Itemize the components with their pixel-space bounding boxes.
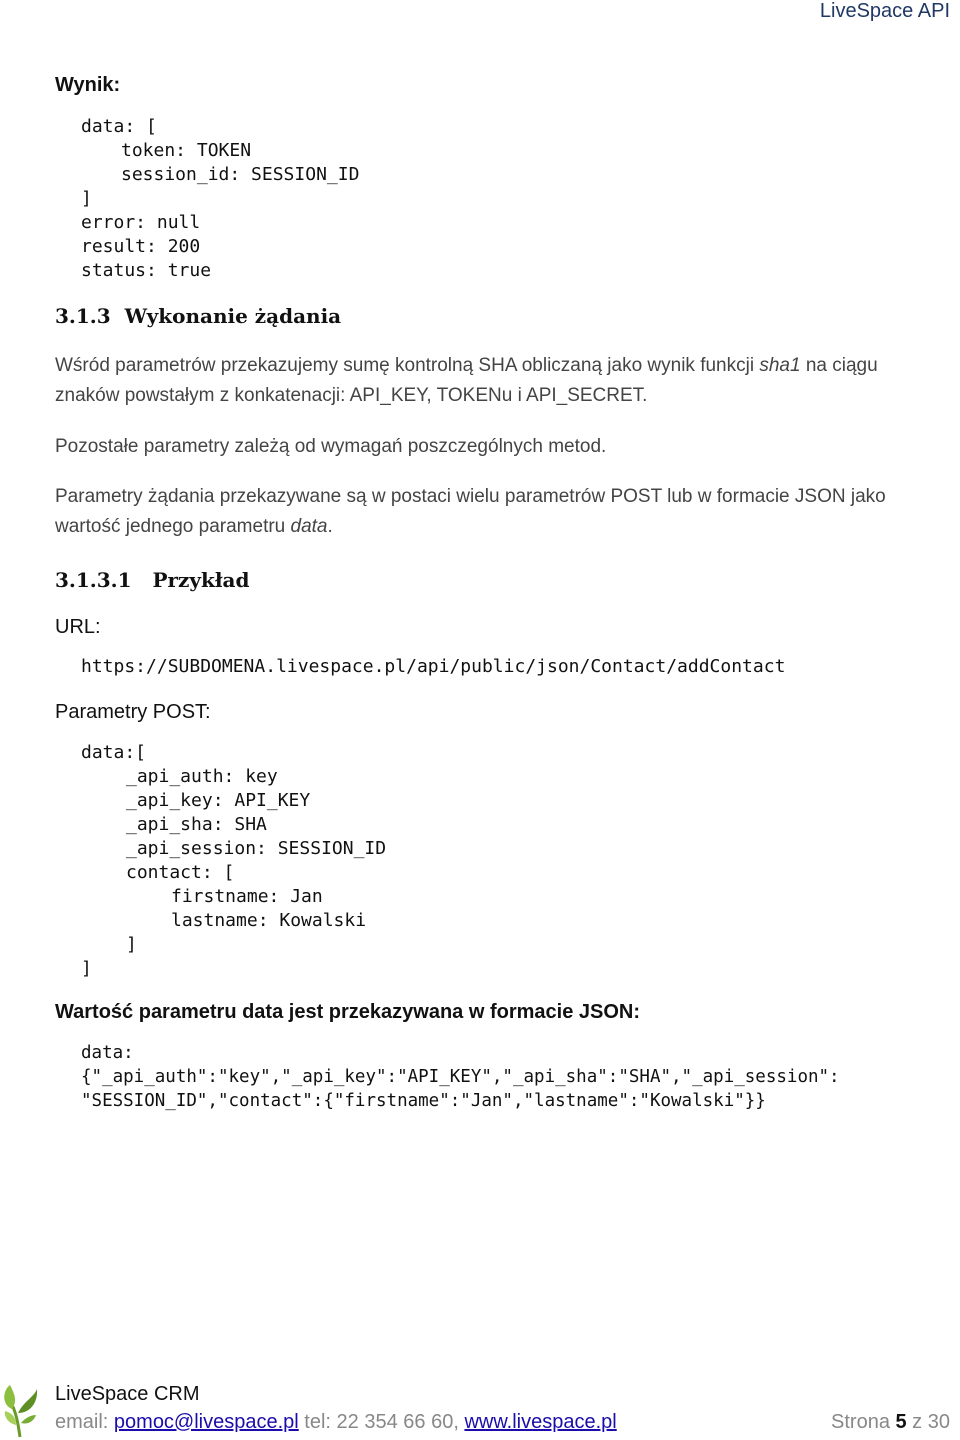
footer-email-link[interactable]: pomoc@livespace.pl: [113, 1411, 299, 1433]
code-line: ]: [81, 188, 92, 209]
url-value: https://SUBDOMENA.livespace.pl/api/public/json/Contact/addContact: [81, 656, 786, 677]
code-line: token: TOKEN: [121, 140, 252, 161]
result-label: Wynik:: [55, 74, 121, 96]
paragraph-text: Wśród parametrów przekazujemy sumę kontrolną SHA obliczaną jako wynik funkcji: [55, 355, 760, 376]
footer-website-link[interactable]: www.livespace.pl: [464, 1411, 617, 1433]
code-line: data: [: [81, 116, 157, 137]
example-heading: 3.1.3.1 Przykład: [55, 568, 250, 592]
code-line: {"_api_auth":"key","_api_key":"API_KEY","_api_sha":"SHA","_api_session":: [81, 1067, 840, 1087]
code-line: session_id: SESSION_ID: [121, 164, 360, 185]
code-line: lastname: Kowalski: [171, 910, 367, 931]
code-line: _api_key: API_KEY: [126, 790, 311, 811]
paragraph-text: na ciągu znaków powstałym z konkatenacji: API_KEY, TOKENu i API_SECRET.: [55, 355, 878, 406]
code-line: _api_sha: SHA: [126, 814, 267, 835]
code-line: firstname: Jan: [171, 886, 323, 907]
page-prefix: Strona: [831, 1411, 896, 1433]
code-line: result: 200: [81, 236, 201, 257]
page-footer: [0, 1380, 960, 1440]
page-header-title: LiveSpace API: [819, 0, 950, 22]
paragraph-text: Parametry żądania przekazywane są w postaci wielu parametrów POST lub w formacie JSON jako wartość jednego parametru: [55, 486, 886, 537]
paragraph-emphasis: sha1: [759, 355, 801, 376]
code-line: _api_session: SESSION_ID: [126, 838, 387, 859]
paragraph-other-params: Pozostałe parametry zależą od wymagań poszczególnych metod.: [55, 436, 607, 457]
code-line: ]: [81, 958, 92, 979]
footer-email-prefix: email:: [55, 1411, 114, 1433]
post-params-label: Parametry POST:: [55, 701, 211, 723]
code-line: "SESSION_ID","contact":{"firstname":"Jan","lastname":"Kowalski"}}: [81, 1091, 766, 1111]
page-current: 5: [895, 1411, 907, 1433]
footer-tel: tel: 22 354 66 60,: [298, 1411, 465, 1433]
post-code-block: [81, 741, 386, 981]
page-mid: z: [906, 1411, 928, 1433]
section-heading: 3.1.3 Wykonanie żądania: [55, 304, 342, 328]
page-total: 30: [927, 1411, 950, 1433]
json-label: Wartość parametru data jest przekazywana w formacie JSON:: [55, 1001, 641, 1023]
code-line: data:[: [81, 742, 147, 763]
footer-company: LiveSpace CRM: [55, 1383, 200, 1405]
paragraph-request-params: [55, 482, 915, 542]
code-line: ]: [126, 934, 137, 955]
url-code: [81, 655, 785, 679]
code-line: status: true: [81, 260, 212, 281]
code-line: contact: [: [126, 862, 235, 883]
livespace-leaf-logo-icon: [4, 1383, 38, 1439]
url-label: URL:: [55, 616, 101, 638]
footer-contact: [55, 1411, 617, 1434]
paragraph-text: .: [327, 516, 333, 537]
code-line: _api_auth: key: [126, 766, 278, 787]
page-number: [831, 1411, 950, 1434]
code-line: data:: [81, 1043, 134, 1063]
json-code-block: [81, 1041, 840, 1113]
code-line: error: null: [81, 212, 201, 233]
result-code-block: [81, 115, 359, 283]
paragraph-sha: [55, 351, 915, 411]
paragraph-emphasis: data: [290, 516, 328, 537]
